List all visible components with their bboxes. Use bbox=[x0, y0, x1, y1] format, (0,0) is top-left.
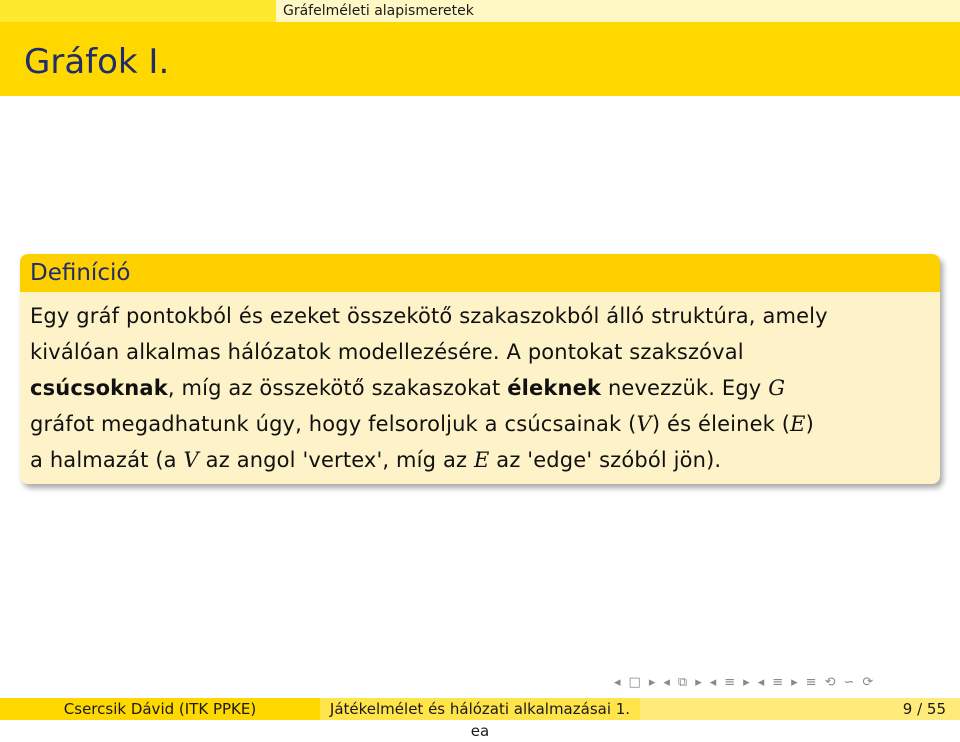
nav-symbol-icon[interactable]: ▸ bbox=[695, 674, 702, 690]
headline-bar bbox=[0, 0, 960, 22]
definition-text: Egy gráf pontokból és ezeket összekötő szakaszokból álló struktúra, amely bbox=[30, 304, 828, 328]
nav-symbol-icon[interactable]: ≡ bbox=[724, 674, 736, 690]
footer-course: Játékelmélet és hálózati alkalmazásai 1. ea bbox=[320, 698, 640, 720]
nav-symbol-icon[interactable]: ◂ bbox=[757, 674, 765, 690]
nav-symbol-icon[interactable]: ▸ bbox=[743, 674, 750, 690]
nav-symbol-icon[interactable]: □ bbox=[628, 674, 641, 690]
nav-symbol-icon[interactable]: ⧉ bbox=[677, 674, 688, 690]
footer bbox=[0, 698, 960, 740]
definition-line bbox=[30, 334, 930, 370]
nav-symbol-icon[interactable]: ≡ bbox=[805, 674, 817, 690]
math-symbol: E bbox=[473, 448, 490, 472]
nav-symbol-icon[interactable]: ◂ bbox=[614, 674, 621, 690]
definition-body bbox=[20, 292, 940, 478]
definition-text: ) bbox=[805, 412, 814, 436]
footer-page-number: 9 / 55 bbox=[902, 700, 946, 718]
frame-title-bar bbox=[0, 22, 960, 96]
bold-term: éleknek bbox=[507, 376, 602, 400]
bold-term: csúcsoknak bbox=[30, 376, 168, 400]
frame-title: Gráfok I. bbox=[24, 42, 170, 82]
nav-symbol-icon[interactable]: ⟳ bbox=[862, 674, 874, 690]
definition-text: az 'edge' szóból jön). bbox=[489, 448, 722, 472]
definition-text: a halmazát (a bbox=[30, 448, 184, 472]
definition-line bbox=[30, 298, 930, 334]
math-symbol: E bbox=[790, 412, 806, 436]
math-symbol: V bbox=[636, 412, 652, 436]
footer-page-box bbox=[640, 698, 960, 720]
definition-line bbox=[30, 406, 930, 442]
definition-text: kiválóan alkalmas hálózatok modellezésére. A pontokat szakszóval bbox=[30, 340, 744, 364]
definition-line bbox=[30, 370, 930, 406]
navigation-symbols bbox=[612, 672, 875, 692]
definition-text: , míg az összekötő szakaszokat bbox=[167, 376, 508, 400]
definition-block bbox=[20, 254, 940, 484]
nav-symbol-icon[interactable]: ▸ bbox=[648, 674, 656, 690]
section-title[interactable]: Gráfelméleti alapismeretek bbox=[276, 0, 960, 22]
headline-left-band bbox=[0, 0, 276, 22]
nav-symbol-icon[interactable]: ◂ bbox=[709, 674, 717, 690]
definition-block-header bbox=[20, 254, 940, 292]
nav-symbol-icon[interactable]: ⟲ bbox=[824, 674, 836, 690]
nav-symbol-icon[interactable]: ≡ bbox=[772, 674, 784, 690]
definition-text: nevezzük. Egy bbox=[601, 376, 769, 400]
definition-text: az angol 'vertex', míg az bbox=[198, 448, 474, 472]
definition-title: Definíció bbox=[30, 260, 131, 286]
definition-text: ) és éleinek ( bbox=[651, 412, 791, 436]
definition-text: gráfot megadhatunk úgy, hogy felsoroljuk a csúcsainak ( bbox=[30, 412, 637, 436]
math-symbol: V bbox=[183, 448, 199, 472]
definition-line bbox=[30, 442, 930, 478]
nav-symbol-icon[interactable]: ▸ bbox=[791, 674, 798, 690]
math-symbol: G bbox=[768, 376, 786, 400]
nav-symbol-icon[interactable]: ◂ bbox=[663, 674, 670, 690]
nav-symbol-icon[interactable]: ∽ bbox=[843, 674, 855, 690]
footer-author: Csercsik Dávid (ITK PPKE) bbox=[0, 698, 320, 720]
